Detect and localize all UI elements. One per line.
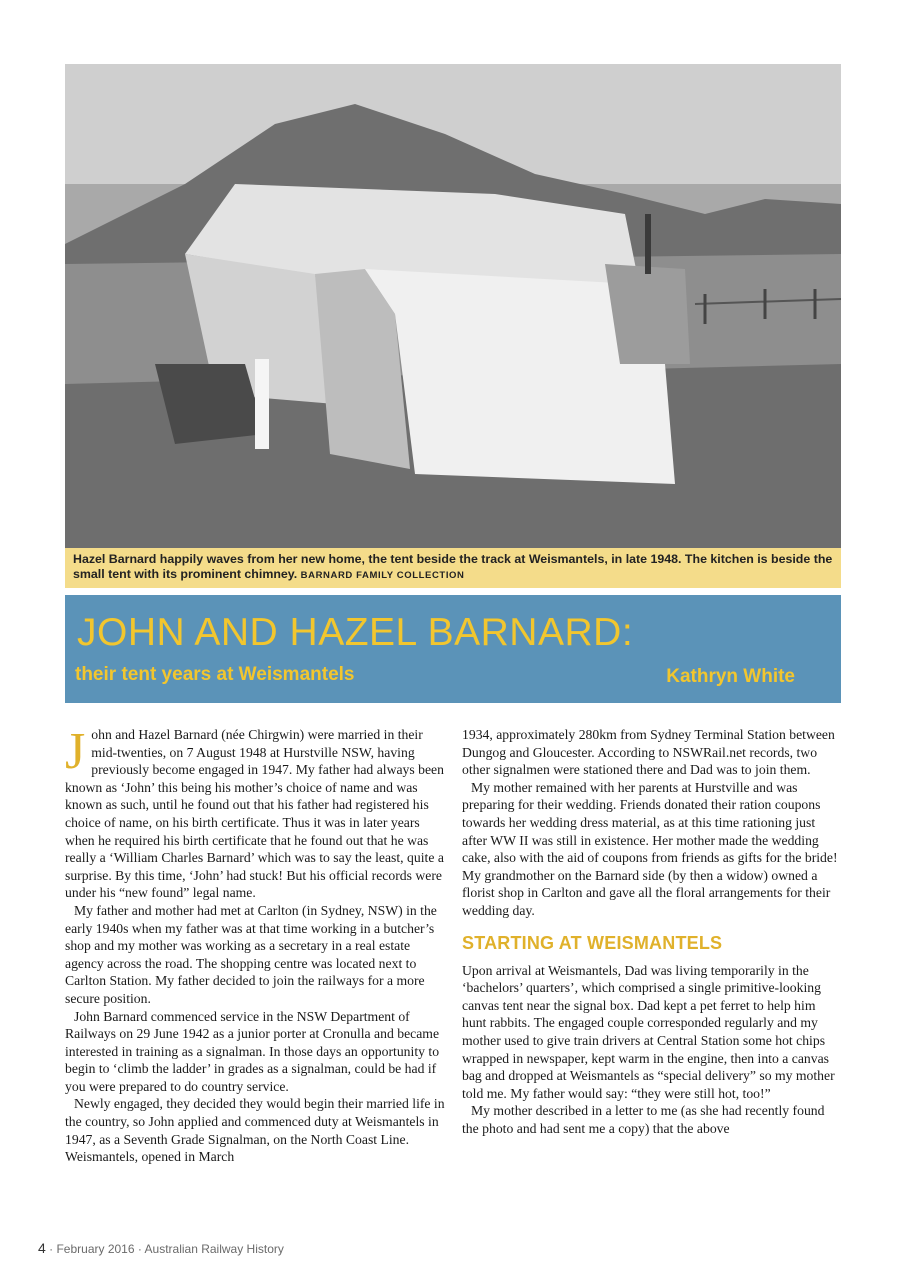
- paragraph: Upon arrival at Weismantels, Dad was living temporarily in the ‘bachelors’ quarters’, which comprised a single primitive-looking canvas tent near the signal box. Dad kept a pet ferret to help him hunt rabbits. The engaged couple corresponded regularly and my mother used to give train drivers at Central Station some hot chips wrapped in newspaper, kept warm in the engine, then into a canvas bag and dropped at Weismantels as “special delivery” so my mother told me. My father would say: “they were still hot, too!”: [462, 962, 835, 1101]
- paragraph: My mother remained with her parents at Hurstville and was preparing for their wedding. Friends donated their ration coupons towards her wedding dress material, as at this time rationing just after WW II was still in existence. Her mother made the wedding cake, also with the aid of coupons from friends as gifts for the bride! My grandmother on the Barnard side (by then a widow) owned a florist shop in Carlton and gave all the floral arrangements for their wedding day.: [462, 779, 838, 918]
- caption-credit: BARNARD FAMILY COLLECTION: [300, 570, 465, 581]
- paragraph: My mother described in a letter to me (as she had recently found the photo and had sent me a copy) that the above: [462, 1103, 825, 1136]
- paragraph: Newly engaged, they decided they would begin their married life in the country, so John applied and commenced duty at Weismantels in 1947, as a Seventh Grade Signalman, on the North Coast Line. Weismantels, opened in March: [65, 1096, 445, 1165]
- section-heading: STARTING AT WEISMANTELS: [462, 932, 723, 953]
- page-number: 4: [38, 1240, 46, 1256]
- caption-text: Hazel Barnard happily waves from her new home, the tent beside the track at Weismantels, in late 1948. The kitchen is beside the small tent with its prominent chimney.: [73, 552, 833, 581]
- dropcap: J: [65, 723, 86, 780]
- article-column-left: [65, 723, 450, 1166]
- article-title: JOHN AND HAZEL BARNARD:: [77, 611, 634, 654]
- title-banner: [65, 595, 841, 703]
- article-column-right: [462, 726, 842, 1137]
- tent-photo: [65, 64, 841, 548]
- paragraph: My father and mother had met at Carlton (in Sydney, NSW) in the early 1940s when my father was at that time working in a butcher’s shop and my mother was working as a secretary in a real estate agency across the road. The shopping centre was located next to Carlton Station. My father decided to join the railways for a more secure position.: [65, 902, 437, 1006]
- footer-text: · February 2016 · Australian Railway History: [49, 1242, 284, 1256]
- paragraph: 1934, approximately 280km from Sydney Terminal Station between Dungog and Gloucester. According to NSWRail.net records, two other signalmen were stationed there and Dad was to join them.: [462, 727, 835, 778]
- photo-caption: [65, 548, 841, 588]
- article-author: Kathryn White: [666, 666, 795, 687]
- paragraph: John Barnard commenced service in the NSW Department of Railways on 29 June 1942 as a junior porter at Cronulla and became interested in training as a signalman. In those days an opportunity to begin to ‘climb the ladder’ in grades as a signalman, could be had if you were prepared to do country service.: [65, 1008, 440, 1094]
- page-footer: [38, 1240, 284, 1256]
- paragraph: John and Hazel Barnard (née Chirgwin) were married in their mid-twenties, on 7 August 1948 at Hurstville NSW, having previously become engaged in 1947. My father had always been known as ‘John’ this being his mother’s choice of name and was known as such, until he found out that his father had registered his choice of name, on his birth certificate. Thus it was in later years when he required his birth certificate that he found out that he was really a ‘William Charles Barnard’ which was to say the least, quite a surprise. By this time, ‘John’ had stuck! But his official records were under his “new found” legal name.: [65, 723, 444, 901]
- article-subtitle: their tent years at Weismantels: [75, 664, 355, 685]
